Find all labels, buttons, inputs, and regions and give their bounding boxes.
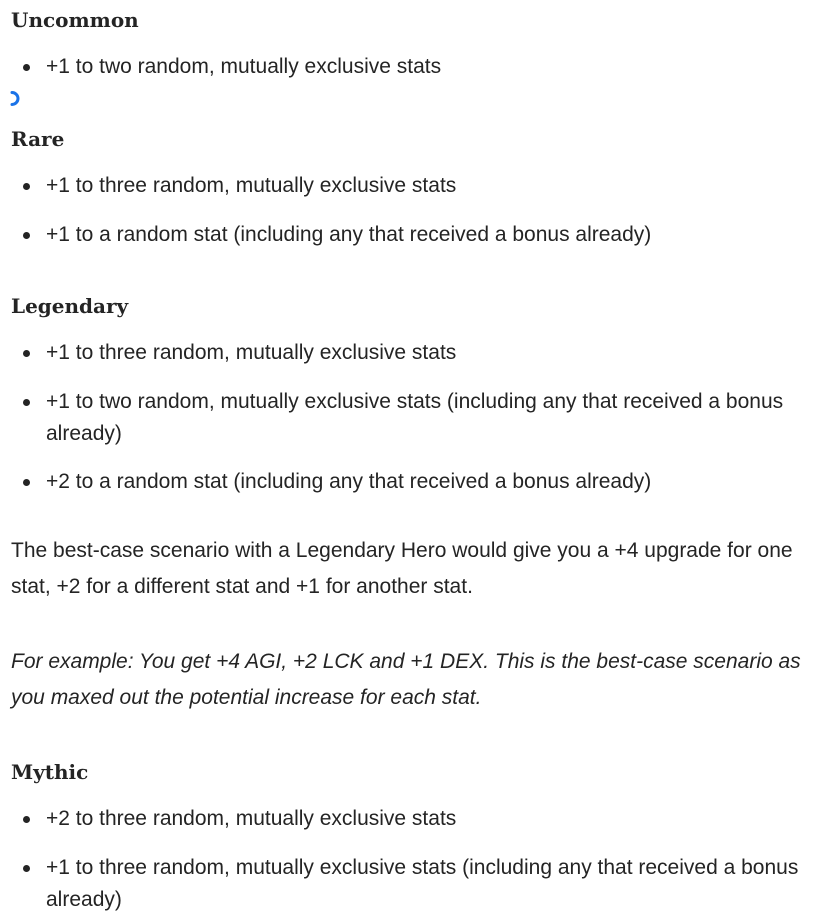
list-item (46, 51, 816, 83)
heading-mythic: Mythic (11, 760, 89, 784)
list-item (46, 852, 816, 916)
bullet-dot-icon (23, 232, 30, 239)
heading-legendary: Legendary (11, 294, 129, 318)
list-item-text: +1 to three random, mutually exclusive stats (46, 341, 457, 364)
list-item (46, 803, 816, 835)
heading-uncommon: Uncommon (11, 8, 139, 32)
bullet-dot-icon (23, 816, 30, 823)
list-item-text: +1 to two random, mutually exclusive stats (including any that received a bonus already) (46, 390, 784, 445)
list-item (46, 337, 816, 369)
list-item-text: +2 to three random, mutually exclusive stats (46, 807, 457, 830)
list-item (46, 466, 816, 498)
bullet-dot-icon (23, 183, 30, 190)
bullet-dot-icon (23, 399, 30, 406)
heading-rare: Rare (11, 127, 65, 151)
list-item (46, 386, 816, 450)
bullet-dot-icon (23, 64, 30, 71)
best-case-paragraph: The best-case scenario with a Legendary Hero would give you a +4 upgrade for one stat, +2 for a different stat and +1 for another stat. (11, 539, 793, 598)
list-item (46, 219, 816, 251)
list-item-text: +1 to three random, mutually exclusive stats (including any that received a bonus already) (46, 856, 799, 911)
list-item-text: +1 to a random stat (including any that received a bonus already) (46, 223, 652, 246)
list-item (46, 170, 816, 202)
bullet-dot-icon (23, 479, 30, 486)
bullet-dot-icon (23, 350, 30, 357)
loading-spinner-icon (6, 90, 20, 108)
list-item-text: +1 to two random, mutually exclusive stats (46, 55, 442, 78)
list-item-text: +2 to a random stat (including any that received a bonus already) (46, 470, 652, 493)
list-item-text: +1 to three random, mutually exclusive stats (46, 174, 457, 197)
example-paragraph: For example: You get +4 AGI, +2 LCK and +1 DEX. This is the best-case scenario as you maxed out the potential increase for each stat. (11, 650, 801, 709)
bullet-dot-icon (23, 865, 30, 872)
